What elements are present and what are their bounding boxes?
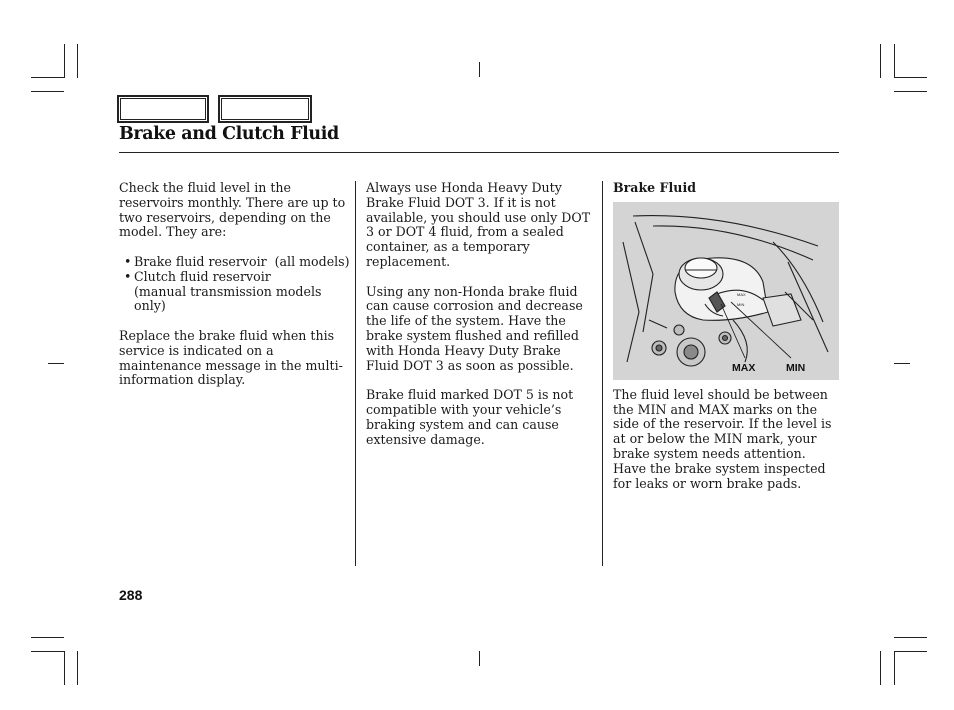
list-item: • Clutch fluid reservoir (manual transmission models only)	[124, 270, 349, 314]
bullet-note: (manual transmission models only)	[134, 283, 322, 314]
page-number: 288	[119, 587, 143, 603]
section-title: Brake and Clutch Fluid	[119, 124, 339, 144]
list-item: • Brake fluid reservoir (all models)	[124, 255, 349, 270]
column-divider-2	[602, 181, 603, 566]
nav-tab-box-2	[218, 95, 312, 123]
column-2	[366, 181, 596, 462]
min-label: MIN	[786, 361, 806, 374]
reservoir-max-mark: MAX	[737, 291, 746, 297]
reservoir-min-mark: MIN	[737, 301, 745, 307]
dot3-paragraph: Always use Honda Heavy Duty Brake Fluid DOT 3. If it is not available, you should use only DOT 3 or DOT 4 fluid, from a sealed container, as a temporary replacement.	[366, 180, 591, 269]
brake-reservoir-illustration	[613, 202, 839, 380]
engine-bay-drawing	[613, 202, 839, 380]
intro-paragraph: Check the fluid level in the reservoirs monthly. There are up to two reservoirs, depending on the model. They are:	[119, 180, 346, 240]
column-3	[613, 181, 841, 506]
title-rule	[119, 152, 839, 153]
non-honda-paragraph: Using any non-Honda brake fluid can cause corrosion and decrease the life of the system. Have the brake system flushed and refilled with Honda Heavy Duty Brake Fluid DOT 3 as soon as possible.	[366, 283, 583, 373]
replace-paragraph: Replace the brake fluid when this service is indicated on a maintenance message in the multi-information display.	[119, 327, 343, 388]
brake-fluid-heading: Brake Fluid	[613, 180, 697, 195]
column-divider-1	[355, 181, 356, 566]
max-label: MAX	[732, 361, 756, 374]
reservoir-list	[119, 255, 349, 314]
dot5-paragraph: Brake fluid marked DOT 5 is not compatible with your vehicle’s braking system and can cause extensive damage.	[366, 387, 574, 447]
column-1	[119, 181, 349, 403]
nav-tab-box-1	[117, 95, 209, 123]
fluid-level-paragraph: The fluid level should be between the MIN and MAX marks on the side of the reservoir. If the level is at or below the MIN mark, your brake system needs attention. Have the brake system inspected for leaks or worn brake pads.	[613, 386, 832, 491]
